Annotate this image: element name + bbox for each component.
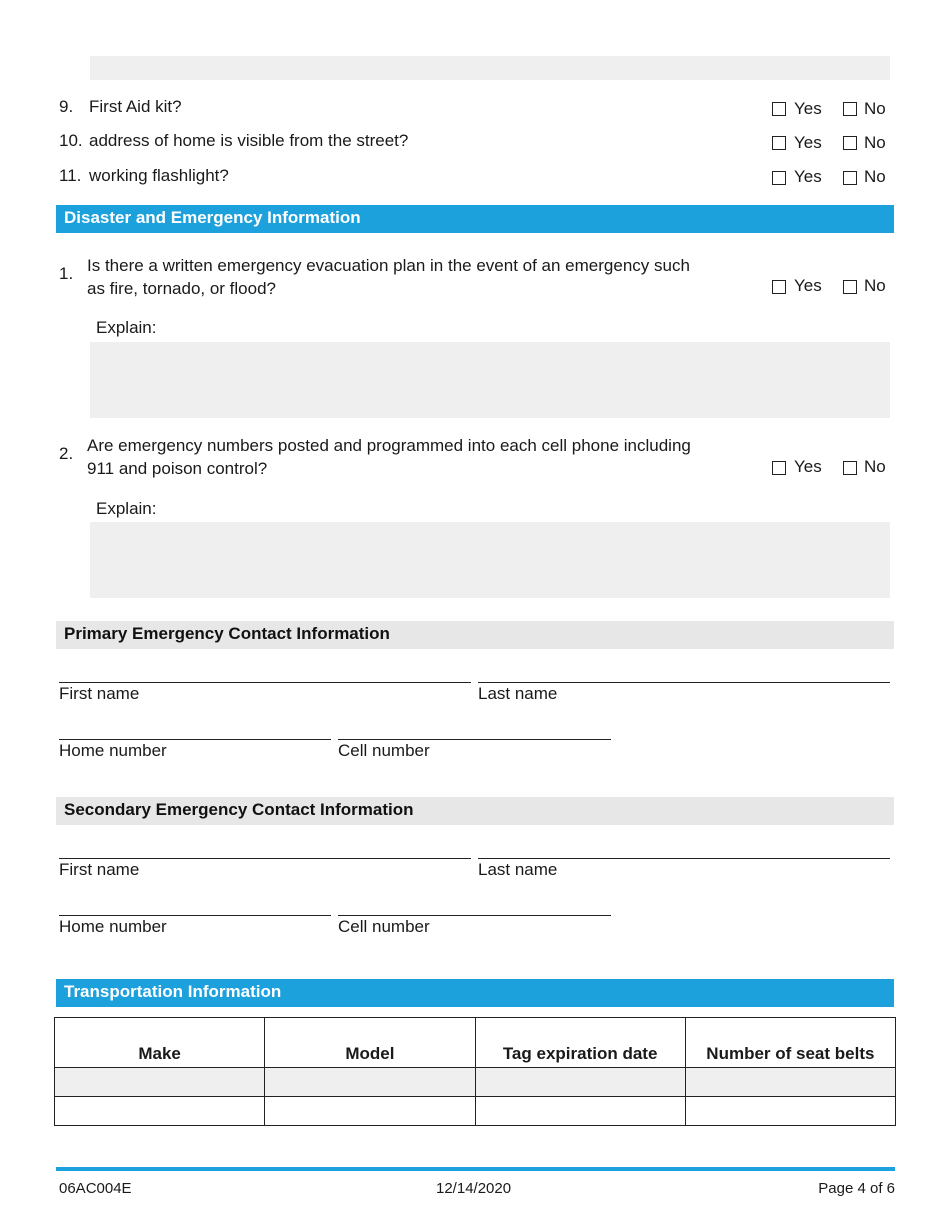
footer-rule — [56, 1167, 895, 1171]
question-10-number: 10. — [59, 131, 83, 150]
secondary-contact-header — [56, 797, 894, 825]
primary-contact-header — [56, 621, 894, 649]
dq2-yes-checkbox[interactable] — [772, 461, 786, 475]
secondary-home-number-label: Home number — [59, 917, 167, 936]
seat-belts-cell[interactable] — [685, 1097, 895, 1126]
disaster-q1-line2: as fire, tornado, or flood? — [87, 279, 277, 298]
q10-yes-checkbox[interactable] — [772, 136, 786, 150]
disaster-q1-line1: Is there a written emergency evacuation plan in the event of an emergency such — [87, 256, 690, 275]
primary-first-name-label: First name — [59, 684, 140, 703]
column-seat-belts: Number of seat belts — [685, 1018, 895, 1068]
primary-cell-number-label: Cell number — [338, 741, 430, 760]
dq2-yes-label: Yes — [794, 457, 822, 476]
secondary-cell-number-input[interactable] — [338, 915, 611, 916]
dq1-yes-label: Yes — [794, 276, 822, 295]
tag-expiration-cell[interactable] — [475, 1097, 685, 1126]
secondary-cell-number-label: Cell number — [338, 917, 430, 936]
disaster-section-header — [56, 205, 894, 233]
column-model: Model — [265, 1018, 475, 1068]
table-row — [55, 1097, 896, 1126]
disaster-section-title: Disaster and Emergency Information — [64, 208, 361, 227]
disaster-q2-number: 2. — [59, 444, 74, 463]
seat-belts-cell[interactable] — [685, 1068, 895, 1097]
primary-contact-title: Primary Emergency Contact Information — [64, 624, 390, 643]
transportation-section-header — [56, 979, 894, 1007]
primary-home-number-label: Home number — [59, 741, 167, 760]
dq1-explain-field[interactable] — [90, 342, 890, 418]
secondary-contact-title: Secondary Emergency Contact Information — [64, 800, 414, 819]
question-11-number: 11. — [59, 166, 82, 185]
secondary-home-number-input[interactable] — [59, 915, 331, 916]
dq2-no-label: No — [864, 457, 886, 476]
previous-answer-field[interactable] — [90, 56, 890, 80]
primary-home-number-input[interactable] — [59, 739, 331, 740]
secondary-first-name-input[interactable] — [59, 858, 471, 859]
question-11-text: working flashlight? — [89, 166, 229, 185]
secondary-last-name-label: Last name — [478, 860, 558, 879]
footer-page-number: Page 4 of 6 — [818, 1180, 895, 1197]
secondary-first-name-label: First name — [59, 860, 140, 879]
q9-yes-label: Yes — [794, 99, 822, 118]
dq1-no-checkbox[interactable] — [843, 280, 857, 294]
model-cell[interactable] — [265, 1068, 475, 1097]
question-10-text: address of home is visible from the street? — [89, 131, 409, 150]
primary-first-name-input[interactable] — [59, 682, 471, 683]
q10-yes-label: Yes — [794, 133, 822, 152]
q9-yes-checkbox[interactable] — [772, 102, 786, 116]
q9-no-checkbox[interactable] — [843, 102, 857, 116]
q11-no-label: No — [864, 167, 886, 186]
make-cell[interactable] — [55, 1097, 265, 1126]
primary-cell-number-input[interactable] — [338, 739, 611, 740]
vehicle-table — [54, 1017, 896, 1126]
vehicle-table-header — [55, 1018, 896, 1068]
primary-last-name-label: Last name — [478, 684, 558, 703]
dq2-explain-field[interactable] — [90, 522, 890, 598]
primary-last-name-input[interactable] — [478, 682, 890, 683]
column-make: Make — [55, 1018, 265, 1068]
dq2-explain-label: Explain: — [96, 499, 157, 518]
model-cell[interactable] — [265, 1097, 475, 1126]
q11-yes-label: Yes — [794, 167, 822, 186]
dq1-yes-checkbox[interactable] — [772, 280, 786, 294]
question-9-number: 9. — [59, 97, 74, 116]
q11-yes-checkbox[interactable] — [772, 171, 786, 185]
q9-no-label: No — [864, 99, 886, 118]
dq1-explain-label: Explain: — [96, 318, 157, 337]
footer-date: 12/14/2020 — [436, 1180, 512, 1197]
disaster-q1-number: 1. — [59, 264, 74, 283]
make-cell[interactable] — [55, 1068, 265, 1097]
question-9-text: First Aid kit? — [89, 97, 182, 116]
disaster-q2-line2: 911 and poison control? — [87, 459, 268, 478]
q10-no-label: No — [864, 133, 886, 152]
tag-expiration-cell[interactable] — [475, 1068, 685, 1097]
dq2-no-checkbox[interactable] — [843, 461, 857, 475]
transportation-section-title: Transportation Information — [64, 982, 282, 1001]
footer-form-id: 06AC004E — [59, 1180, 132, 1197]
disaster-q2-line1: Are emergency numbers posted and programmed into each cell phone including — [87, 436, 691, 455]
table-row — [55, 1068, 896, 1097]
q11-no-checkbox[interactable] — [843, 171, 857, 185]
column-tag-expiration: Tag expiration date — [475, 1018, 685, 1068]
dq1-no-label: No — [864, 276, 886, 295]
secondary-last-name-input[interactable] — [478, 858, 890, 859]
q10-no-checkbox[interactable] — [843, 136, 857, 150]
